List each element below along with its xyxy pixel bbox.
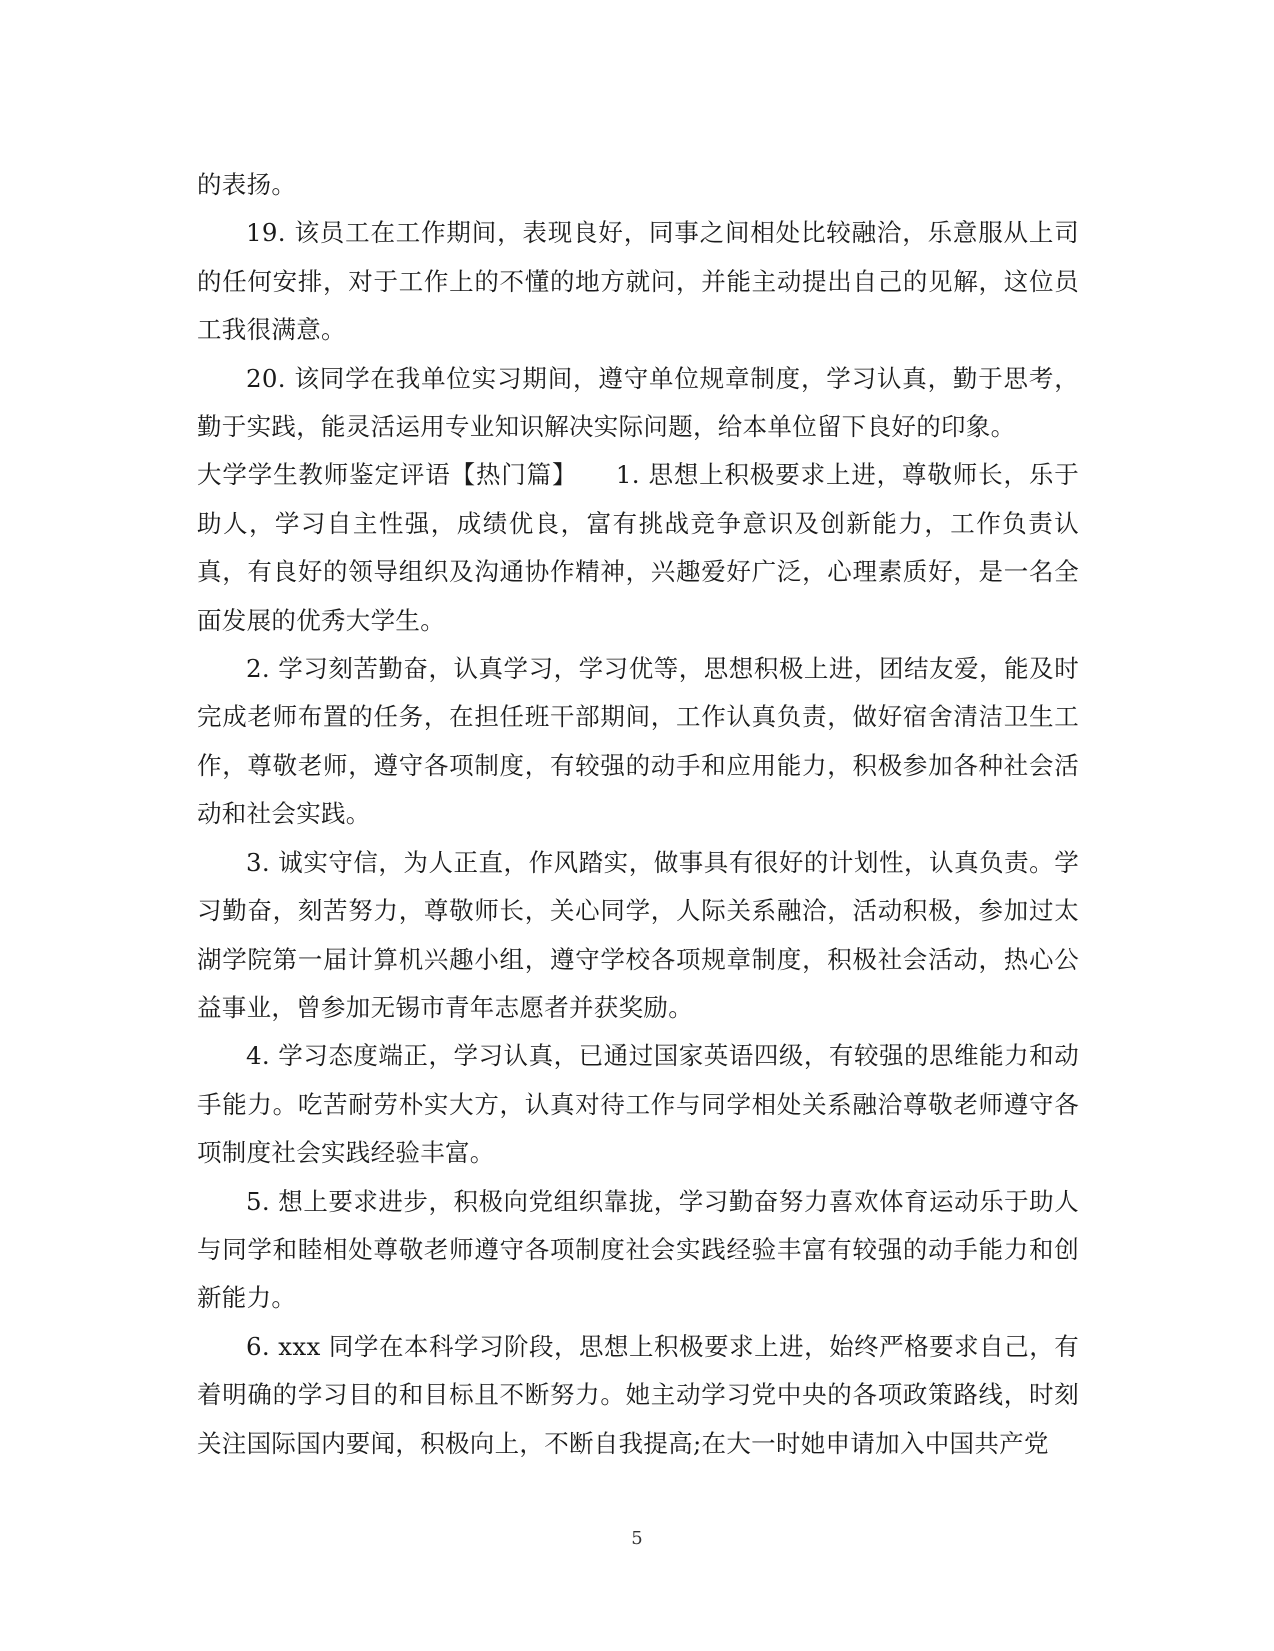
paragraph-item-20: 20. 该同学在我单位实习期间，遵守单位规章制度，学习认真，勤于思考，勤于实践，能灵活运用专业知识解决实际问题，给本单位留下良好的印象。 — [197, 363, 1079, 442]
paragraph-section-heading: 大学学生教师鉴定评语【热门篇】 1. 思想上积极要求上进，尊敬师长，乐于助人，学习自主性强，成绩优良，富有挑战竞争意识及创新能力，工作负责认真，有良好的领导组织及沟通协作精神，兴趣爱好广泛，心理素质好，是一名全面发展的优秀大学生。 — [197, 460, 1079, 635]
paragraph-item-3: 3. 诚实守信，为人正直，作风踏实，做事具有很好的计划性，认真负责。学习勤奋，刻苦努力，尊敬师长，关心同学，人际关系融洽，活动积极，参加过太湖学院第一届计算机兴趣小组，遵守学校各项规章制度，积极社会活动，热心公益事业，曾参加无锡市青年志愿者并获奖励。 — [197, 847, 1079, 1022]
page-number: 5 — [631, 1528, 643, 1549]
paragraph-item-4: 4. 学习态度端正，学习认真，已通过国家英语四级，有较强的思维能力和动手能力。吃苦耐劳朴实大方，认真对待工作与同学相处关系融洽尊敬老师遵守各项制度社会实践经验丰富。 — [197, 1041, 1079, 1168]
body-text — [197, 161, 1079, 1468]
paragraph-item-19: 19. 该员工在工作期间，表现良好，同事之间相处比较融洽，乐意服从上司的任何安排，对于工作上的不懂的地方就问，并能主动提出自己的见解，这位员工我很满意。 — [197, 218, 1079, 345]
paragraph-item-5: 5. 想上要求进步，积极向党组织靠拢，学习勤奋努力喜欢体育运动乐于助人与同学和睦相处尊敬老师遵守各项制度社会实践经验丰富有较强的动手能力和创新能力。 — [197, 1186, 1079, 1313]
paragraph-item-2: 2. 学习刻苦勤奋，认真学习，学习优等，思想积极上进，团结友爱，能及时完成老师布置的任务，在担任班干部期间，工作认真负责，做好宿舍清洁卫生工作，尊敬老师，遵守各项制度，有较强的动手和应用能力，积极参加各种社会活动和社会实践。 — [197, 654, 1079, 829]
paragraph-item-6: 6. xxx 同学在本科学习阶段，思想上积极要求上进，始终严格要求自己，有着明确的学习目的和目标且不断努力。她主动学习党中央的各项政策路线，时刻关注国际国内要闻，积极向上，不断自我提高;在大一时她申请加入中国共产党 — [197, 1331, 1079, 1458]
paragraph-continuation: 的表扬。 — [197, 170, 297, 199]
